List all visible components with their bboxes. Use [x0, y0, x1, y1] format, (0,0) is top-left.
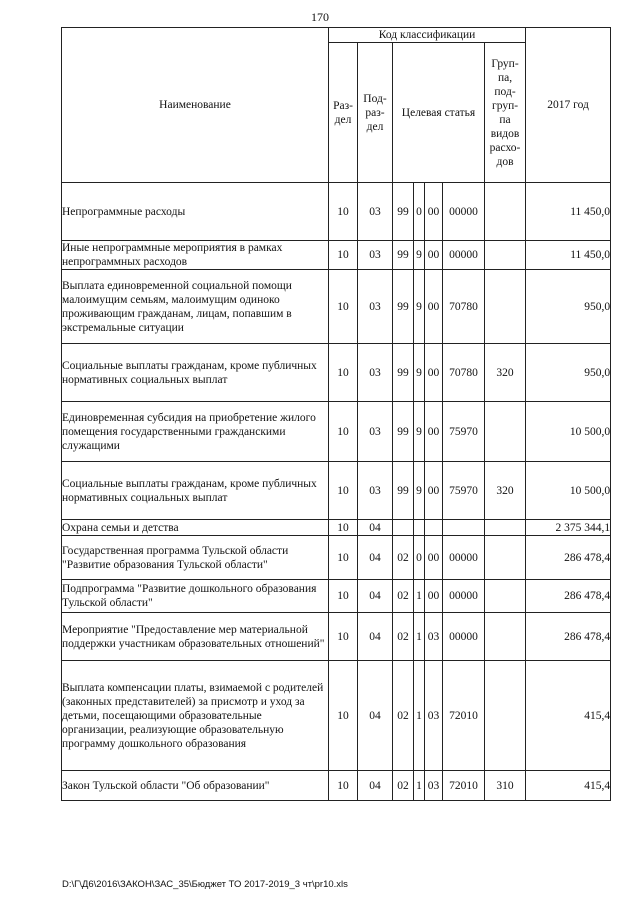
cell-t3: 00: [425, 580, 443, 613]
page-number: 170: [311, 10, 329, 24]
table-row: [62, 536, 611, 580]
cell-t3: 03: [425, 771, 443, 801]
cell-group: 320: [485, 462, 526, 520]
header-year: 2017 год: [526, 28, 611, 183]
header-group: Груп- па, под- груп- па видов расхо- дов: [485, 43, 526, 183]
cell-t2: [414, 520, 425, 536]
cell-group: [485, 613, 526, 661]
cell-name: Выплата единовременной социальной помощи малоимущим семьям, малоимущим одиноко проживающим гражданам, лицам, попавшим в экстремальные ситуации: [62, 270, 329, 344]
cell-name: Иные непрограммные мероприятия в рамках непрограммных расходов: [62, 241, 329, 270]
cell-t4: 70780: [443, 270, 485, 344]
cell-razdel: 10: [329, 613, 358, 661]
cell-t1: 02: [393, 771, 414, 801]
cell-name: Социальные выплаты гражданам, кроме публичных нормативных социальных выплат: [62, 344, 329, 402]
cell-group: [485, 520, 526, 536]
cell-podrazdel: 03: [358, 402, 393, 462]
cell-group: 320: [485, 344, 526, 402]
header-name: Наименование: [62, 28, 329, 183]
header-target: Целевая статья: [393, 43, 485, 183]
cell-t2: 9: [414, 241, 425, 270]
cell-t1: 02: [393, 536, 414, 580]
cell-podrazdel: 04: [358, 771, 393, 801]
cell-t4: [443, 520, 485, 536]
cell-t2: 9: [414, 344, 425, 402]
header-code: Код классификации: [329, 28, 526, 43]
table-row: [62, 270, 611, 344]
cell-t3: 03: [425, 661, 443, 771]
cell-podrazdel: 03: [358, 241, 393, 270]
cell-podrazdel: 04: [358, 536, 393, 580]
cell-amount: 10 500,0: [526, 402, 611, 462]
cell-razdel: 10: [329, 536, 358, 580]
cell-podrazdel: 03: [358, 344, 393, 402]
cell-t2: 9: [414, 462, 425, 520]
cell-razdel: 10: [329, 344, 358, 402]
cell-group: 310: [485, 771, 526, 801]
cell-amount: 950,0: [526, 270, 611, 344]
cell-name: Единовременная субсидия на приобретение жилого помещения государственными гражданскими служащими: [62, 402, 329, 462]
cell-amount: 2 375 344,1: [526, 520, 611, 536]
cell-amount: 286 478,4: [526, 580, 611, 613]
table-row: [62, 183, 611, 241]
cell-group: [485, 241, 526, 270]
cell-amount: 415,4: [526, 771, 611, 801]
cell-podrazdel: 04: [358, 520, 393, 536]
cell-t4: 00000: [443, 536, 485, 580]
cell-t2: 9: [414, 402, 425, 462]
table-row: [62, 520, 611, 536]
cell-t1: 02: [393, 580, 414, 613]
header-podrazdel: Под- раз- дел: [358, 43, 393, 183]
cell-podrazdel: 03: [358, 270, 393, 344]
cell-t3: 00: [425, 270, 443, 344]
cell-amount: 286 478,4: [526, 536, 611, 580]
cell-t4: 00000: [443, 613, 485, 661]
cell-razdel: 10: [329, 771, 358, 801]
cell-group: [485, 580, 526, 613]
cell-podrazdel: 04: [358, 580, 393, 613]
cell-razdel: 10: [329, 183, 358, 241]
table-row: [62, 661, 611, 771]
cell-t3: 00: [425, 462, 443, 520]
cell-t2: 1: [414, 613, 425, 661]
cell-name: Выплата компенсации платы, взимаемой с родителей (законных представителей) за присмотр и уход за детьми, посещающими образовательные организации, реализующие образовательную программу дошкольного образования: [62, 661, 329, 771]
table-row: [62, 613, 611, 661]
cell-t4: 75970: [443, 402, 485, 462]
cell-podrazdel: 03: [358, 183, 393, 241]
cell-group: [485, 183, 526, 241]
cell-group: [485, 661, 526, 771]
cell-podrazdel: 04: [358, 613, 393, 661]
cell-t1: 99: [393, 344, 414, 402]
cell-t2: 1: [414, 661, 425, 771]
cell-amount: 286 478,4: [526, 613, 611, 661]
cell-t4: 72010: [443, 661, 485, 771]
table-row: [62, 402, 611, 462]
cell-t3: 00: [425, 183, 443, 241]
cell-t2: 0: [414, 183, 425, 241]
cell-t1: 99: [393, 183, 414, 241]
cell-t4: 70780: [443, 344, 485, 402]
cell-t3: 00: [425, 402, 443, 462]
cell-t3: 00: [425, 344, 443, 402]
cell-t2: 9: [414, 270, 425, 344]
cell-t1: 99: [393, 402, 414, 462]
cell-name: Государственная программа Тульской области "Развитие образования Тульской области": [62, 536, 329, 580]
cell-t1: 99: [393, 270, 414, 344]
table-body: [62, 183, 611, 801]
cell-name: Охрана семьи и детства: [62, 520, 329, 536]
cell-amount: 11 450,0: [526, 183, 611, 241]
cell-amount: 11 450,0: [526, 241, 611, 270]
cell-t1: 02: [393, 661, 414, 771]
cell-amount: 950,0: [526, 344, 611, 402]
table-row: [62, 462, 611, 520]
cell-t1: 99: [393, 241, 414, 270]
cell-t3: [425, 520, 443, 536]
table-row: [62, 344, 611, 402]
cell-t4: 72010: [443, 771, 485, 801]
cell-t4: 00000: [443, 241, 485, 270]
cell-group: [485, 536, 526, 580]
cell-t3: 00: [425, 536, 443, 580]
cell-t1: 02: [393, 613, 414, 661]
cell-name: Непрограммные расходы: [62, 183, 329, 241]
cell-name: Социальные выплаты гражданам, кроме публичных нормативных социальных выплат: [62, 462, 329, 520]
table-row: [62, 771, 611, 801]
cell-group: [485, 402, 526, 462]
cell-podrazdel: 04: [358, 661, 393, 771]
cell-group: [485, 270, 526, 344]
cell-razdel: 10: [329, 462, 358, 520]
cell-podrazdel: 03: [358, 462, 393, 520]
cell-amount: 10 500,0: [526, 462, 611, 520]
cell-name: Мероприятие "Предоставление мер материальной поддержки участникам образовательных отношений": [62, 613, 329, 661]
cell-t1: 99: [393, 462, 414, 520]
file-path-footer: D:\Г\Д6\2016\ЗАКОН\ЗАС_35\Бюджет ТО 2017-2019_3 чт\pr10.xls: [62, 879, 348, 890]
cell-razdel: 10: [329, 270, 358, 344]
cell-t2: 0: [414, 536, 425, 580]
cell-t2: 1: [414, 771, 425, 801]
cell-razdel: 10: [329, 580, 358, 613]
budget-table: [61, 27, 611, 801]
table-row: [62, 241, 611, 270]
cell-razdel: 10: [329, 402, 358, 462]
cell-t3: 03: [425, 613, 443, 661]
cell-t4: 00000: [443, 183, 485, 241]
cell-razdel: 10: [329, 520, 358, 536]
cell-name: Закон Тульской области "Об образовании": [62, 771, 329, 801]
cell-t3: 00: [425, 241, 443, 270]
cell-amount: 415,4: [526, 661, 611, 771]
cell-razdel: 10: [329, 241, 358, 270]
cell-t4: 00000: [443, 580, 485, 613]
cell-t2: 1: [414, 580, 425, 613]
cell-name: Подпрограмма "Развитие дошкольного образования Тульской области": [62, 580, 329, 613]
cell-t1: [393, 520, 414, 536]
table-row: [62, 580, 611, 613]
cell-razdel: 10: [329, 661, 358, 771]
header-razdel: Раз- дел: [329, 43, 358, 183]
cell-t4: 75970: [443, 462, 485, 520]
